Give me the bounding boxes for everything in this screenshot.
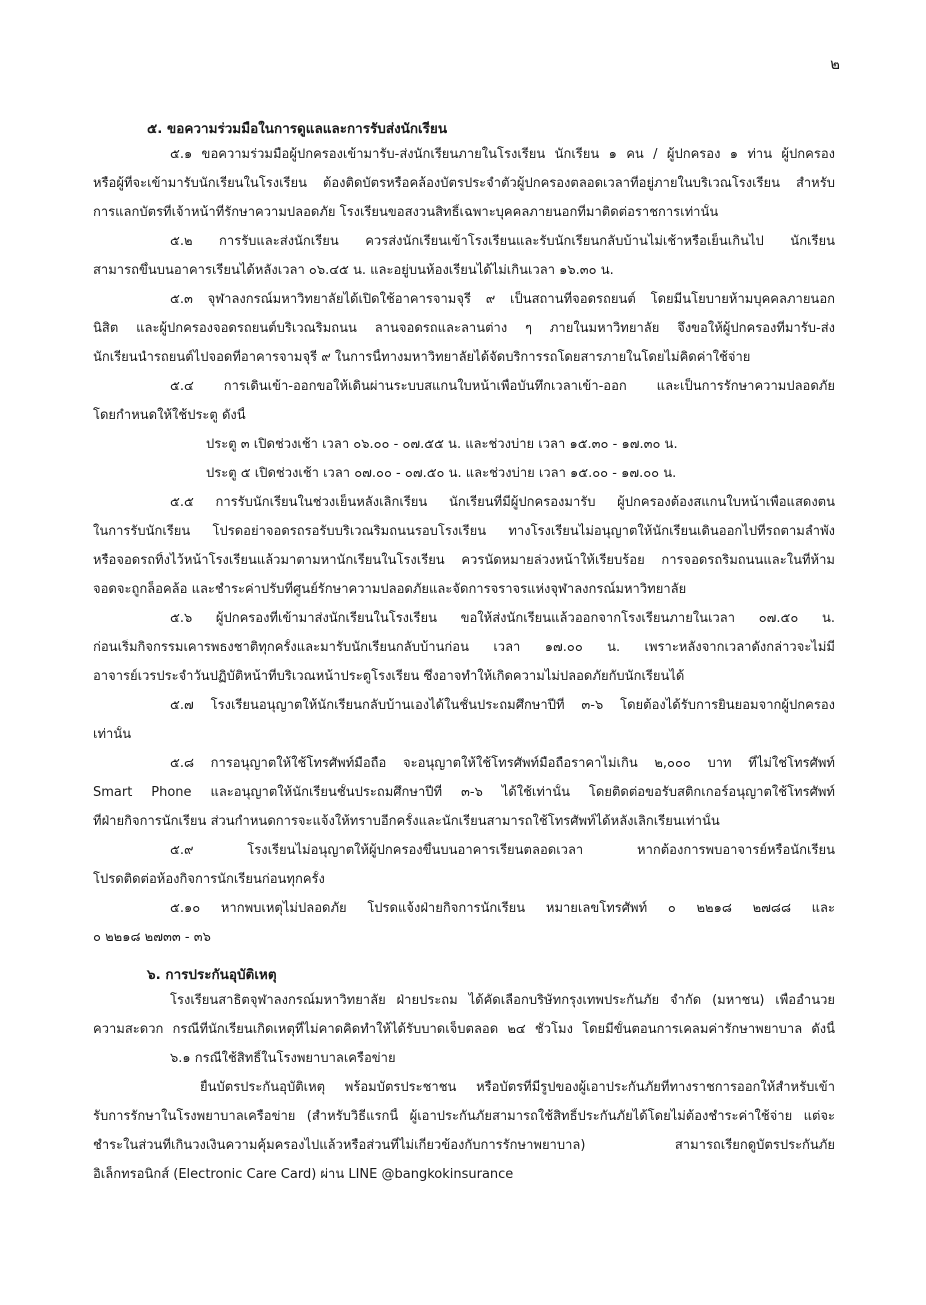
para-5-6-line-3: อาจารย์เวรประจำวันปฏิบัติหน้าที่บริเวณหน้าประตูโรงเรียน ซึ่งอาจทำให้เกิดความไม่ปลอดภัยกับนักเรียนได้ — [93, 669, 685, 684]
para-6-line-1: โรงเรียนสาธิตจุฬาลงกรณ์มหาวิทยาลัย ฝ่ายประถม ได้คัดเลือกบริษัทกรุงเทพประกันภัย จำกัด (มหาชน) เพื่ออำนวย — [170, 993, 835, 1008]
para-6-1-line-2: รับการรักษาในโรงพยาบาลเครือข่าย (สำหรับวิธีแรกนี้ ผู้เอาประกันภัยสามารถใช้สิทธิ์ประกันภัยได้โดยไม่ต้องชำระค่าใช้จ่าย แต่จะ — [93, 1109, 835, 1124]
para-5-8-line-1: ๕.๘ การอนุญาตให้ใช้โทรศัพท์มือถือ จะอนุญาตให้ใช้โทรศัพท์มือถือราคาไม่เกิน ๒,๐๐๐ บาท ที่ไม่ใช่โทรศัพท์ — [170, 756, 835, 771]
subsection-6-1-title: ๖.๑ กรณีใช้สิทธิ์ในโรงพยาบาลเครือข่าย — [170, 1051, 396, 1066]
para-5-6-line-1: ๕.๖ ผู้ปกครองที่เข้ามาส่งนักเรียนในโรงเรียน ขอให้ส่งนักเรียนแล้วออกจากโรงเรียนภายในเวลา ๐๗.๕๐ น. — [170, 611, 835, 626]
para-5-5-line-3: หรือจอดรถทิ้งไว้หน้าโรงเรียนแล้วมาตามหานักเรียนในโรงเรียน ควรนัดหมายล่วงหน้าให้เรียบร้อย การจอดรถริมถนนและในที่ห้าม — [93, 553, 835, 568]
para-6-1-line-1: ยื่นบัตรประกันอุบัติเหตุ พร้อมบัตรประชาชน หรือบัตรที่มีรูปของผู้เอาประกันภัยที่ทางราชการออกให้สำหรับเข้า — [200, 1080, 835, 1095]
para-5-6-line-2: ก่อนเริ่มกิจกรรมเคารพธงชาติทุกครั้งและมารับนักเรียนกลับบ้านก่อน เวลา ๑๗.๐๐ น. เพราะหลังจากเวลาดังกล่าวจะไม่มี — [93, 640, 835, 655]
gate-3-hours: ประตู ๓ เปิดช่วงเช้า เวลา ๐๖.๐๐ - ๐๗.๕๕ น. และช่วงบ่าย เวลา ๑๕.๓๐ - ๑๗.๓๐ น. — [206, 437, 678, 452]
para-5-8-line-3: ที่ฝ่ายกิจการนักเรียน ส่วนกำหนดการจะแจ้งให้ทราบอีกครั้งและนักเรียนสามารถใช้โทรศัพท์ได้หลังเลิกเรียนเท่านั้น — [93, 814, 720, 829]
para-5-3-line-1: ๕.๓ จุฬาลงกรณ์มหาวิทยาลัยได้เปิดใช้อาคารจามจุรี ๙ เป็นสถานที่จอดรถยนต์ โดยมีนโยบายห้ามบุคคลภายนอก — [170, 292, 835, 307]
para-5-1-line-3: การแลกบัตรที่เจ้าหน้าที่รักษาความปลอดภัย โรงเรียนขอสงวนสิทธิ์เฉพาะบุคคลภายนอกที่มาติดต่อราชการเท่านั้น — [93, 205, 719, 220]
para-5-1-line-1: ๕.๑ ขอความร่วมมือผู้ปกครองเข้ามารับ-ส่งนักเรียนภายในโรงเรียน นักเรียน ๑ คน / ผู้ปกครอง ๑ ท่าน ผู้ปกครอง — [170, 147, 835, 162]
page-number: ๒ — [830, 55, 840, 73]
para-5-4-line-1: ๕.๔ การเดินเข้า-ออกขอให้เดินผ่านระบบสแกนใบหน้าเพื่อบันทึกเวลาเข้า-ออก และเป็นการรักษาความปลอดภัย — [170, 379, 835, 394]
para-5-5-line-1: ๕.๕ การรับนักเรียนในช่วงเย็นหลังเลิกเรียน นักเรียนที่มีผู้ปกครองมารับ ผู้ปกครองต้องสแกนใบหน้าเพื่อแสดงตน — [170, 495, 835, 510]
para-5-5-line-2: ในการรับนักเรียน โปรดอย่าจอดรถรอรับบริเวณริมถนนรอบโรงเรียน ทางโรงเรียนไม่อนุญาตให้นักเรียนเดินออกไปที่รถตามลำพัง — [93, 524, 835, 539]
para-5-9-line-1: ๕.๙ โรงเรียนไม่อนุญาตให้ผู้ปกครองขึ้นบนอาคารเรียนตลอดเวลา หากต้องการพบอาจารย์หรือนักเรียน — [170, 843, 835, 858]
para-5-2-line-2: สามารถขึ้นบนอาคารเรียนได้หลังเวลา ๐๖.๔๕ น. และอยู่บนห้องเรียนได้ไม่เกินเวลา ๑๖.๓๐ น. — [93, 263, 614, 278]
gate-5-hours: ประตู ๕ เปิดช่วงเช้า เวลา ๐๗.๐๐ - ๐๗.๕๐ น. และช่วงบ่าย เวลา ๑๕.๐๐ - ๑๗.๐๐ น. — [206, 466, 677, 481]
para-5-5-line-4: จอดจะถูกล็อคล้อ และชำระค่าปรับที่ศูนย์รักษาความปลอดภัยและจัดการจราจรแห่งจุฬาลงกรณ์มหาวิทยาลัย — [93, 582, 687, 597]
para-6-1-line-4: อิเล็กทรอนิกส์ (Electronic Care Card) ผ่าน LINE @bangkokinsurance — [93, 1167, 514, 1182]
para-5-3-line-3: นักเรียนนำรถยนต์ไปจอดที่อาคารจามจุรี ๙ ในการนี้ทางมหาวิทยาลัยได้จัดบริการรถโดยสารภายในโดยไม่คิดค่าใช้จ่าย — [93, 350, 751, 365]
para-6-1-line-3: ชำระในส่วนที่เกินวงเงินความคุ้มครองไปแล้วหรือส่วนที่ไม่เกี่ยวข้องกับการรักษาพยาบาล) สามารถเรียกดูบัตรประกันภัย — [93, 1138, 835, 1153]
para-5-8-line-2: Smart Phone และอนุญาตให้นักเรียนชั้นประถมศึกษาปีที่ ๓-๖ ได้ใช้เท่านั้น โดยติดต่อขอรับสติกเกอร์อนุญาตใช้โทรศัพท์ — [93, 785, 835, 800]
para-5-3-line-2: นิสิต และผู้ปกครองจอดรถยนต์บริเวณริมถนน ลานจอดรถและลานต่าง ๆ ภายในมหาวิทยาลัย จึงขอให้ผู้ปกครองที่มารับ-ส่ง — [93, 321, 835, 336]
para-5-7-line-2: เท่านั้น — [93, 727, 132, 742]
para-5-10-line-2: ๐ ๒๒๑๘ ๒๗๓๓ - ๓๖ — [93, 930, 211, 945]
para-6-line-2: ความสะดวก กรณีที่นักเรียนเกิดเหตุที่ไม่คาดคิดทำให้ได้รับบาดเจ็บตลอด ๒๔ ชั่วโมง โดยมีขั้นตอนการเคลมค่ารักษาพยาบาล ดังนี้ — [93, 1022, 835, 1037]
para-5-2-line-1: ๕.๒ การรับและส่งนักเรียน ควรส่งนักเรียนเข้าโรงเรียนและรับนักเรียนกลับบ้านไม่เช้าหรือเย็นเกินไป นักเรียน — [170, 234, 835, 249]
section-6-heading: ๖. การประกันอุบัติเหตุ — [147, 967, 277, 983]
para-5-1-line-2: หรือผู้ที่จะเข้ามารับนักเรียนในโรงเรียน ต้องติดบัตรหรือคล้องบัตรประจำตัวผู้ปกครองตลอดเวลาที่อยู่ภายในบริเวณโรงเรียน สำหรับ — [93, 176, 835, 191]
para-5-4-line-2: โดยกำหนดให้ใช้ประตู ดังนี้ — [93, 408, 246, 423]
para-5-9-line-2: โปรดติดต่อห้องกิจการนักเรียนก่อนทุกครั้ง — [93, 872, 325, 887]
section-5-heading: ๕. ขอความร่วมมือในการดูแลและการรับส่งนักเรียน — [147, 121, 448, 137]
para-5-10-line-1: ๕.๑๐ หากพบเหตุไม่ปลอดภัย โปรดแจ้งฝ่ายกิจการนักเรียน หมายเลขโทรศัพท์ ๐ ๒๒๑๘ ๒๗๘๘ และ — [170, 901, 835, 916]
para-5-7-line-1: ๕.๗ โรงเรียนอนุญาตให้นักเรียนกลับบ้านเองได้ในชั้นประถมศึกษาปีที่ ๓-๖ โดยต้องได้รับการยินยอมจากผู้ปกครอง — [170, 698, 835, 713]
